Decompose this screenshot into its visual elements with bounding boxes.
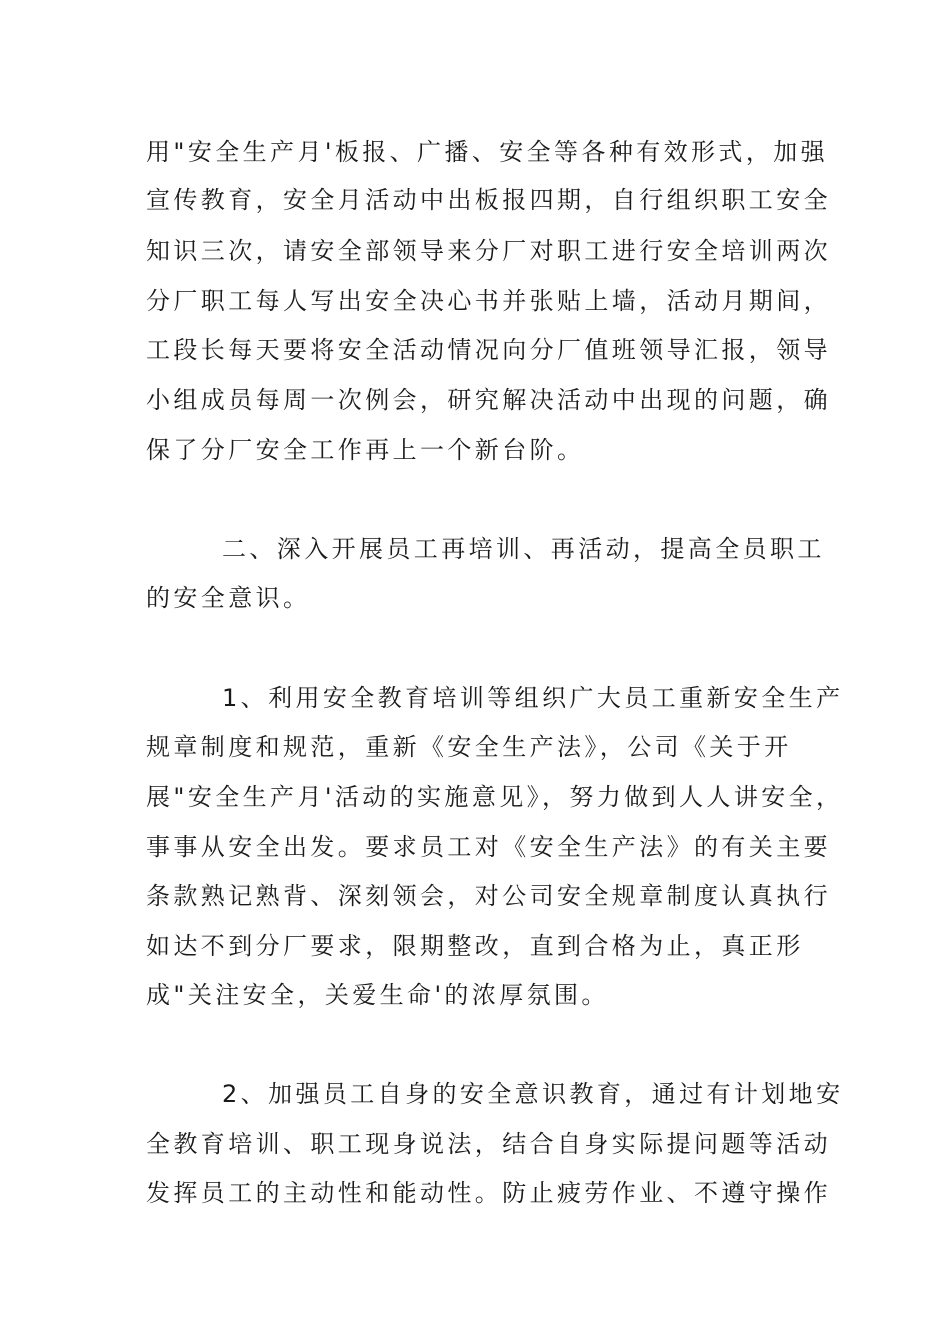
paragraph-1-line-6: 小组成员每周一次例会，研究解决活动中出现的问题，确	[146, 386, 831, 414]
paragraph-1-line-1: 用"安全生产月'板报、广播、安全等各种有效形式，加强	[146, 138, 829, 166]
paragraph-4-line-1: 2、加强员工自身的安全意识教育，通过有计划地安	[222, 1080, 844, 1108]
paragraph-1-line-7: 保了分厂安全工作再上一个新台阶。	[146, 436, 585, 464]
paragraph-4-line-2: 全教育培训、职工现身说法，结合自身实际提问题等活动	[146, 1130, 831, 1158]
paragraph-3-line-5: 条款熟记熟背、深刻领会，对公司安全规章制度认真执行	[146, 882, 831, 910]
section-heading-line-2: 的安全意识。	[146, 584, 311, 612]
paragraph-1-line-3: 知识三次，请安全部领导来分厂对职工进行安全培训两次	[146, 237, 831, 265]
paragraph-3-line-3: 展"安全生产月'活动的实施意见》，努力做到人人讲安全，	[146, 783, 844, 811]
paragraph-1-line-2: 宣传教育，安全月活动中出板报四期，自行组织职工安全	[146, 186, 831, 214]
paragraph-3-line-6: 如达不到分厂要求，限期整改，直到合格为止，真正形	[146, 932, 804, 960]
paragraph-3-line-2: 规章制度和规范，重新《安全生产法》，公司《关于开	[146, 733, 792, 761]
paragraph-4-line-3: 发挥员工的主动性和能动性。防止疲劳作业、不遵守操作	[146, 1179, 831, 1207]
paragraph-1-line-5: 工段长每天要将安全活动情况向分厂值班领导汇报，领导	[146, 336, 831, 364]
paragraph-3-line-1: 1、利用安全教育培训等组织广大员工重新安全生产	[222, 684, 844, 712]
paragraph-3-line-4: 事事从安全出发。要求员工对《安全生产法》的有关主要	[146, 833, 831, 861]
paragraph-1-line-4: 分厂职工每人写出安全决心书并张贴上墙，活动月期间，	[146, 287, 831, 315]
paragraph-3-line-7: 成"关注安全，关爱生命'的浓厚氛围。	[146, 981, 609, 1009]
section-heading-line-1: 二、深入开展员工再培训、再活动，提高全员职工	[222, 535, 825, 563]
